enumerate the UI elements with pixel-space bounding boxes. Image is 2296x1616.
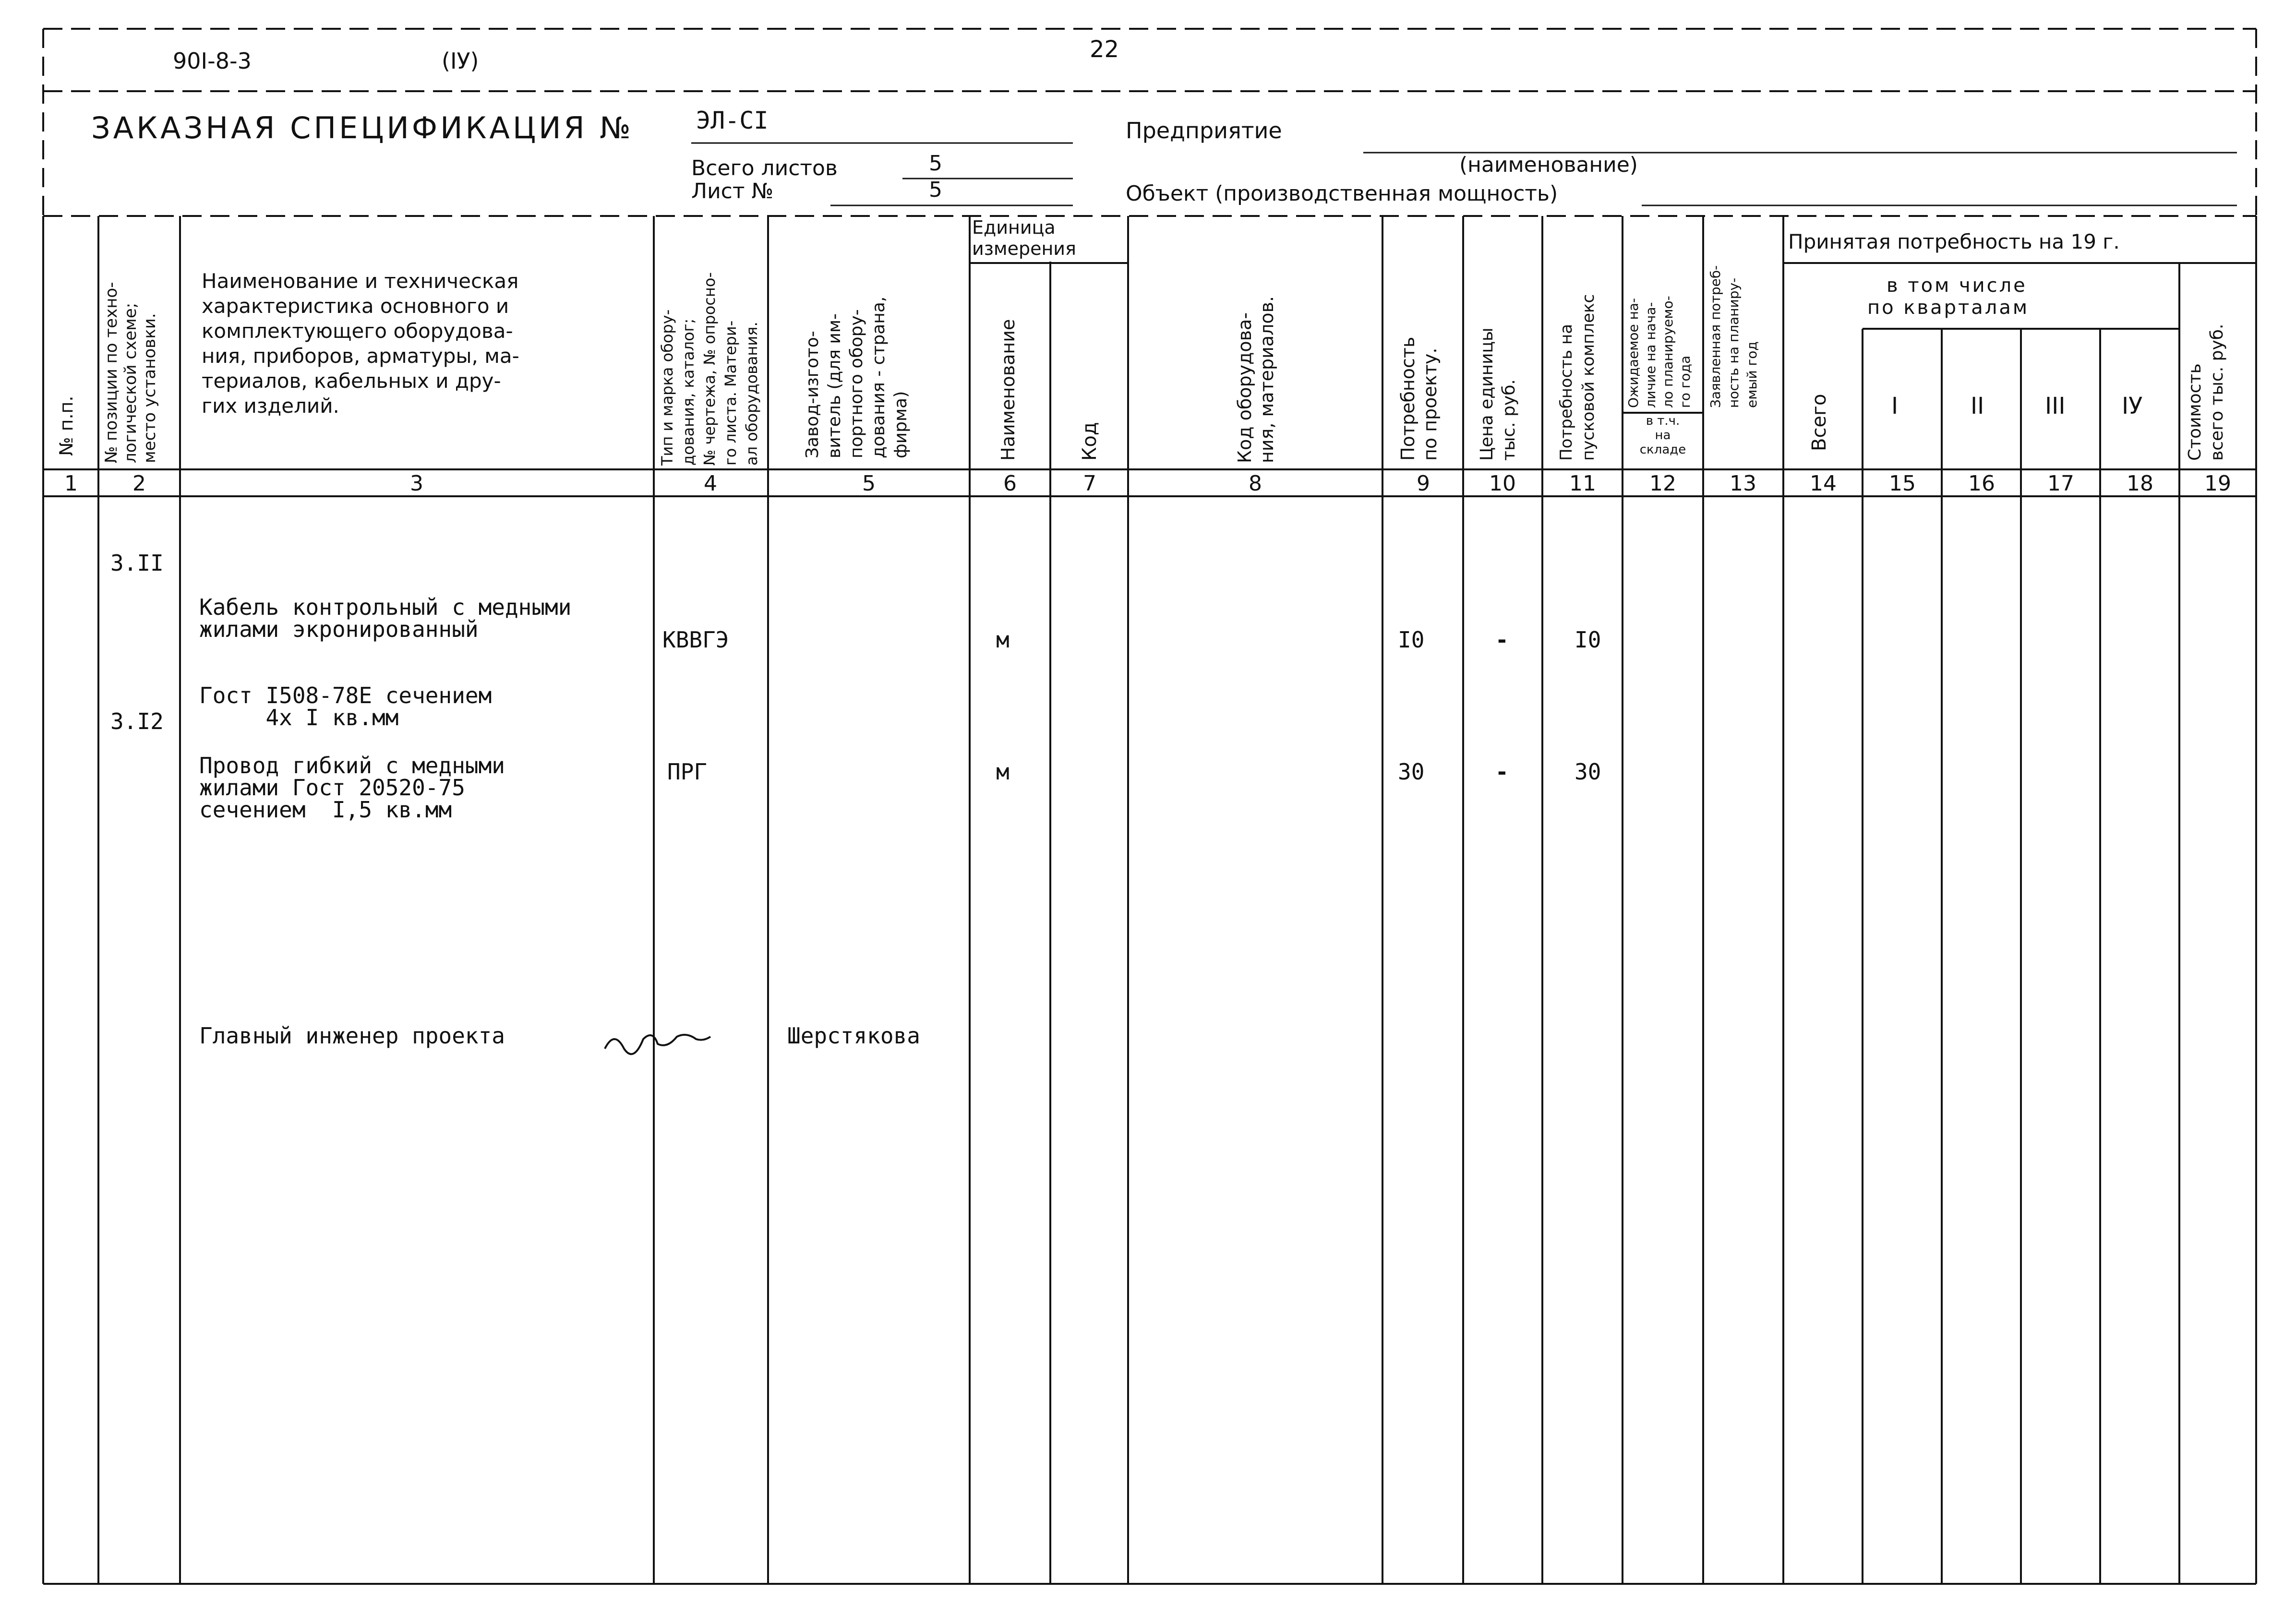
row-launch-demand: 30	[1575, 759, 1601, 785]
col-19-header: Стоимость всего тыс. руб.	[2185, 323, 2227, 461]
row-demand: 30	[1398, 759, 1425, 785]
object-label: Объект (производственная мощность)	[1126, 181, 1558, 206]
col-number: 18	[2127, 471, 2153, 496]
sheet-value: 5	[929, 178, 942, 202]
name-caption: (наименование)	[1459, 153, 1638, 177]
col-17-header: III	[2045, 393, 2066, 419]
col-8-header: Код оборудова- ния, материалов.	[1234, 296, 1277, 463]
page-title: ЗАКАЗНАЯ СПЕЦИФИКАЦИЯ №	[91, 110, 634, 145]
col-number: 4	[704, 471, 717, 496]
col-number: 17	[2047, 471, 2074, 496]
col-number: 15	[1889, 471, 1916, 496]
sheet-label: Лист №	[691, 179, 774, 203]
signature-mark	[605, 1035, 710, 1054]
page-number: 22	[1090, 36, 1119, 63]
col-5-header: Завод-изгото- витель (для им- портного обору- дования - страна, фирма)	[803, 296, 911, 458]
col-number: 5	[862, 471, 876, 496]
col-number: 3	[410, 471, 423, 496]
total-sheets-value: 5	[929, 151, 942, 176]
row-price: -	[1495, 759, 1509, 785]
row-position: 3.I2	[110, 708, 164, 734]
col-16-header: II	[1971, 393, 1984, 419]
quarters-header: в том числе по кварталам	[1867, 275, 2030, 319]
col-10-header: Цена единицы тыс. руб.	[1477, 327, 1519, 461]
col-number: 1	[64, 471, 78, 496]
col-6-7-group-header: Единица измерения	[972, 217, 1076, 259]
col-15-header: I	[1891, 393, 1899, 419]
col-1-header: № п.п.	[56, 395, 77, 456]
col-14-header: Всего	[1808, 394, 1830, 451]
col-4-header: Тип и марка обору- дования, каталог; № чертежа, № опросно- го листа. Матери- ал оборудования.	[658, 272, 761, 466]
col-13-header: Заявленная потреб- ность на планиру- емый год	[1707, 265, 1760, 408]
col-number: 13	[1730, 471, 1756, 496]
col-3-header: Наименование и техническая характеристика основного и комплектующего оборудова- ния, приборов, арматуры, ма- териалов, кабельных и дру- гих изделий.	[202, 269, 519, 418]
col-9-header: Потребность по проекту.	[1397, 336, 1441, 461]
col-12-sub-header: в т.ч. на складе	[1639, 414, 1686, 457]
col-6-header: Наименование	[998, 319, 1019, 461]
col-2-header: № позиции по техно- логической схеме; место установки.	[102, 282, 159, 463]
row-position: 3.II	[110, 550, 164, 576]
col-11-header: Потребность на пусковой комплекс	[1557, 294, 1598, 461]
signature-role: Главный инженер проекта	[199, 1023, 505, 1049]
spec-number: ЭЛ-СI	[696, 107, 769, 134]
col-number: 9	[1417, 471, 1430, 496]
row-name: Провод гибкий с медными жилами Гост 20520-75 сечением I,5 кв.мм	[199, 753, 505, 823]
col-18-header: IУ	[2122, 393, 2143, 419]
total-sheets-label: Всего листов	[691, 156, 838, 180]
volume-label: (IУ)	[442, 48, 479, 74]
col-number: 6	[1003, 471, 1017, 496]
col-number: 16	[1968, 471, 1995, 496]
col-number: 8	[1249, 471, 1262, 496]
row-unit: м	[996, 759, 1010, 785]
row-price: -	[1495, 627, 1509, 653]
signature-name: Шерстякова	[787, 1023, 920, 1049]
col-14-19-group-header: Принятая потребность на 19 г.	[1788, 230, 2120, 253]
col-number: 14	[1810, 471, 1837, 496]
col-number: 12	[1649, 471, 1676, 496]
col-number: 7	[1083, 471, 1096, 496]
col-number: 19	[2204, 471, 2231, 496]
row-unit: м	[996, 627, 1010, 653]
col-7-header: Код	[1079, 422, 1101, 461]
row-name: Кабель контрольный с медными жилами экронированный Гост I508-78Е сечением 4х I кв.мм	[199, 594, 572, 730]
col-12-header: Ожидаемое на- личие на нача- ло планируемо- го года	[1625, 296, 1693, 408]
enterprise-label: Предприятие	[1126, 118, 1282, 144]
row-type: КВВГЭ	[662, 627, 729, 653]
row-type: ПРГ	[667, 759, 708, 785]
col-number: 11	[1569, 471, 1596, 496]
col-number: 10	[1489, 471, 1516, 496]
row-launch-demand: I0	[1575, 627, 1601, 653]
row-demand: I0	[1398, 627, 1425, 653]
project-code: 90I-8-3	[173, 48, 252, 74]
col-number: 2	[132, 471, 146, 496]
